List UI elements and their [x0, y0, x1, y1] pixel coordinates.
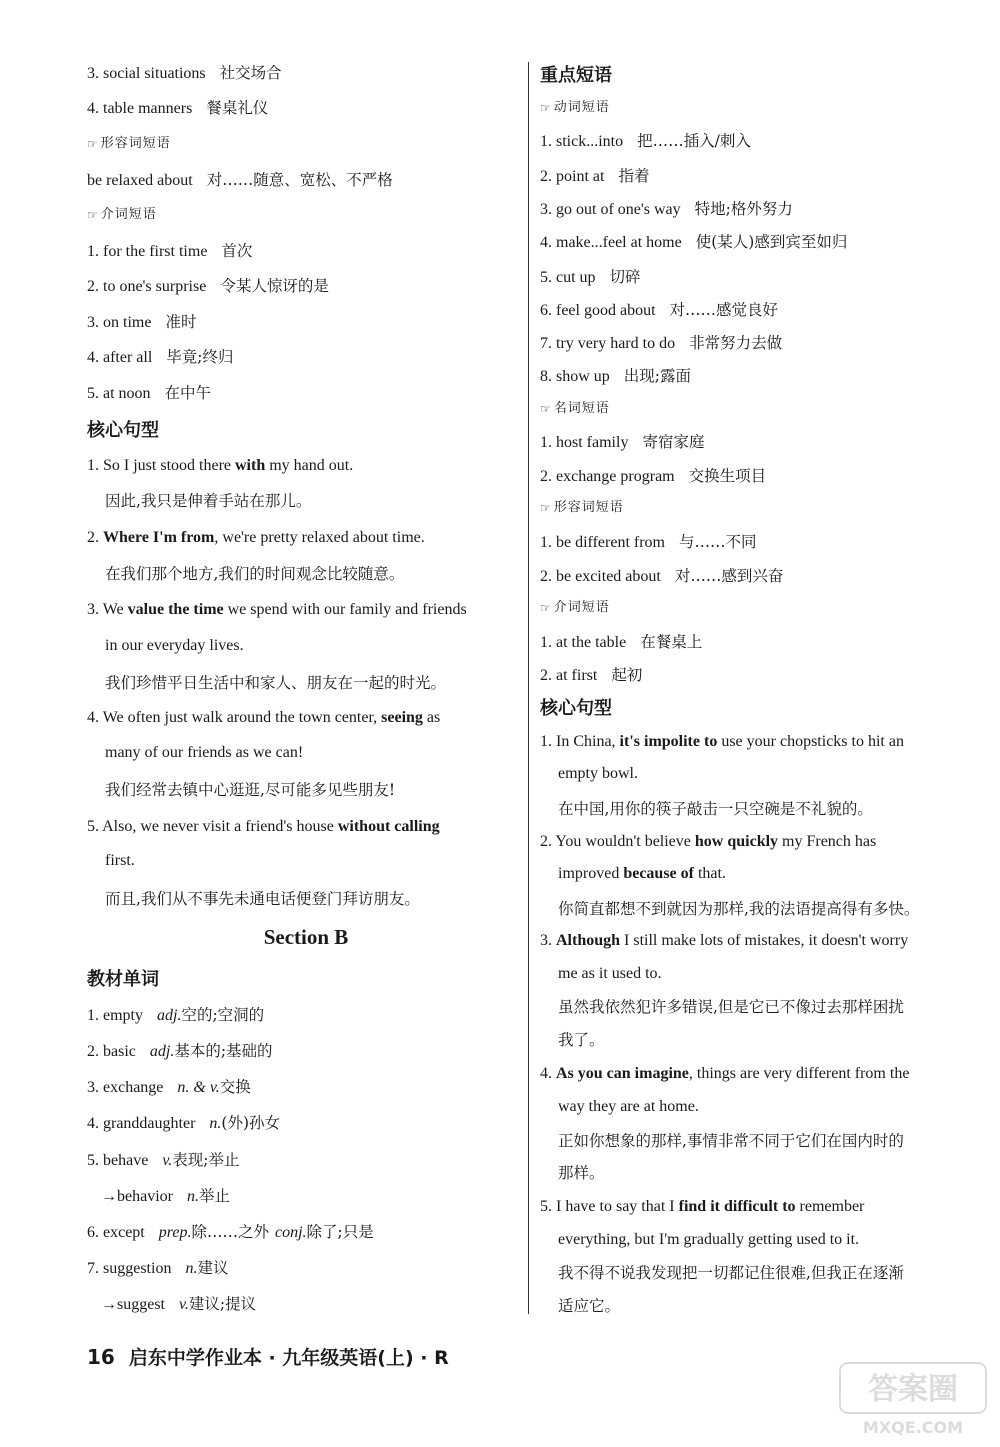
- list-item: 2. be excited about 对……感到兴奋: [540, 567, 784, 585]
- subsection-verb: ☞ 动词短语: [540, 98, 975, 118]
- section-title: Section B: [263, 925, 349, 949]
- list-item: 7. try very hard to do 非常努力去做: [540, 334, 783, 352]
- list-item: 1. be different from 与……不同: [540, 533, 757, 551]
- subsection-noun: ☞ 名词短语: [540, 399, 975, 419]
- sentence-line: 3. Although I still make lots of mistakes, it doesn't worry: [540, 932, 909, 949]
- vocab-item: 6. except prep.除……之外 conj.除了;只是: [87, 1223, 374, 1241]
- sentence-line: 5. I have to say that I find it difficult to remember: [540, 1198, 865, 1215]
- translation-line: 我们珍惜平日生活中和家人、朋友在一起的时光。: [105, 674, 447, 692]
- subsection-adj: ☞ 形容词短语: [540, 498, 975, 518]
- sentence-line: way they are at home.: [558, 1098, 699, 1115]
- sentence-line: 1. In China, it's impolite to use your chopsticks to hit an: [540, 733, 904, 750]
- translation-line: 在我们那个地方,我们的时间观念比较随意。: [105, 565, 405, 583]
- translation-line: 虽然我依然犯许多错误,但是它已不像过去那样困扰: [558, 998, 904, 1016]
- translation-line: 正如你想象的那样,事情非常不同于它们在国内时的: [558, 1132, 904, 1150]
- sentence-line: me as it used to.: [558, 965, 662, 982]
- hand-pointer-icon: ☞: [87, 208, 99, 222]
- list-item: 1. host family 寄宿家庭: [540, 433, 705, 451]
- translation-line: 那样。: [558, 1164, 605, 1182]
- sentence-line: 2. Where I'm from, we're pretty relaxed about time.: [87, 529, 425, 546]
- list-item: 6. feel good about 对……感觉良好: [540, 301, 779, 319]
- sentence-line: in our everyday lives.: [105, 637, 244, 654]
- sentence-line: 3. We value the time we spend with our family and friends: [87, 601, 467, 618]
- hand-pointer-icon: ☞: [540, 601, 552, 615]
- subsection-prep: ☞ 介词短语: [540, 598, 975, 618]
- translation-line: 适应它。: [558, 1297, 621, 1315]
- translation-line: 我不得不说我发现把一切都记住很难,但我正在逐渐: [558, 1264, 904, 1282]
- translation-line: 因此,我只是伸着手站在那儿。: [105, 492, 312, 510]
- section-heading: 教材单词: [87, 969, 159, 990]
- page-number: 16: [87, 1345, 115, 1369]
- vocab-item: 4. granddaughter n.(外)孙女: [87, 1114, 281, 1132]
- hand-pointer-icon: ☞: [87, 137, 99, 151]
- hand-pointer-icon: ☞: [540, 402, 552, 416]
- vocab-item: →behavior n.举止: [101, 1187, 230, 1205]
- list-item: 2. to one's surprise 令某人惊讶的是: [87, 277, 329, 295]
- section-heading: 核心句型: [540, 698, 612, 719]
- list-item: 3. go out of one's way 特地;格外努力: [540, 200, 793, 218]
- list-item: 4. make...feel at home 使(某人)感到宾至如归: [540, 233, 848, 251]
- translation-line: 你简直都想不到就因为那样,我的法语提高得有多快。: [558, 900, 920, 918]
- section-heading: 重点短语: [540, 65, 612, 86]
- translation-line: 在中国,用你的筷子敲击一只空碗是不礼貌的。: [558, 800, 873, 818]
- vocab-item: 3. exchange n. & v.交换: [87, 1078, 251, 1096]
- vocab-item: 7. suggestion n.建议: [87, 1259, 229, 1277]
- subsection-prep: ☞ 介词短语: [87, 205, 525, 225]
- sentence-line: first.: [105, 852, 135, 869]
- list-item: 4. after all 毕竟;终归: [87, 348, 234, 366]
- watermark-logo: [838, 1359, 988, 1439]
- sentence-line: improved because of that.: [558, 865, 726, 882]
- list-item: 4. table manners 餐桌礼仪: [87, 99, 269, 117]
- sentence-line: 4. We often just walk around the town center, seeing as: [87, 709, 441, 726]
- list-item: 5. at noon 在中午: [87, 384, 212, 402]
- section-heading: 核心句型: [87, 420, 159, 441]
- vocab-item: 1. empty adj.空的;空洞的: [87, 1006, 265, 1024]
- list-item: 3. social situations 社交场合: [87, 64, 282, 82]
- sentence-line: many of our friends as we can!: [105, 744, 304, 761]
- subsection-adj: ☞ 形容词短语: [87, 134, 525, 154]
- book-title: 启东中学作业本 · 九年级英语(上) · R: [128, 1347, 449, 1369]
- hand-pointer-icon: ☞: [540, 501, 552, 515]
- column-divider: [528, 62, 529, 1314]
- list-item: 1. for the first time 首次: [87, 242, 253, 260]
- sentence-line: empty bowl.: [558, 765, 638, 782]
- sentence-line: 4. As you can imagine, things are very different from the: [540, 1065, 910, 1082]
- sentence-line: 2. You wouldn't believe how quickly my French has: [540, 833, 877, 850]
- vocab-item: 5. behave v.表现;举止: [87, 1151, 240, 1169]
- vocab-item: →suggest v.建议;提议: [101, 1295, 257, 1313]
- watermark-url: MXQE.COM: [862, 1418, 964, 1437]
- page-footer: [87, 1343, 449, 1370]
- sentence-line: 5. Also, we never visit a friend's house without calling: [87, 818, 440, 835]
- list-item: 1. stick...into 把……插入/刺入: [540, 132, 751, 150]
- list-item: 5. cut up 切碎: [540, 268, 641, 286]
- watermark-text: 答案圈: [868, 1372, 958, 1407]
- hand-pointer-icon: ☞: [540, 101, 552, 115]
- list-item: 8. show up 出现;露面: [540, 367, 692, 385]
- list-item: 3. on time 准时: [87, 313, 197, 331]
- sentence-line: 1. So I just stood there with my hand out.: [87, 457, 354, 474]
- translation-line: 而且,我们从不事先未通电话便登门拜访朋友。: [105, 890, 420, 908]
- list-item: 1. at the table 在餐桌上: [540, 633, 703, 651]
- translation-line: 我们经常去镇中心逛逛,尽可能多见些朋友!: [105, 781, 396, 799]
- list-item: 2. at first 起初: [540, 666, 643, 684]
- list-item: 2. point at 指着: [540, 167, 650, 185]
- translation-line: 我了。: [558, 1031, 605, 1049]
- list-item: 2. exchange program 交换生项目: [540, 467, 767, 485]
- sentence-line: everything, but I'm gradually getting used to it.: [558, 1231, 860, 1248]
- vocab-item: 2. basic adj.基本的;基础的: [87, 1042, 273, 1060]
- list-item: be relaxed about 对……随意、宽松、不严格: [87, 171, 393, 189]
